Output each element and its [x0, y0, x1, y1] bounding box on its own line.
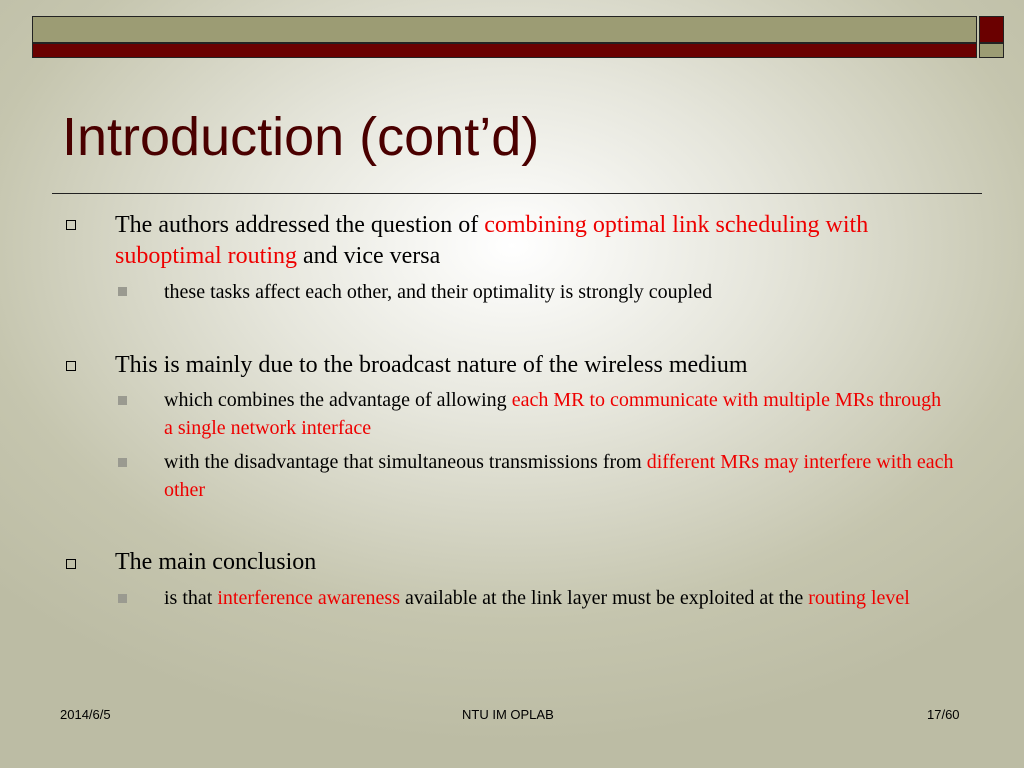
sub-bullet-1-1-text: these tasks affect each other, and their optimality is strongly coupled: [164, 281, 713, 303]
sub-bullet-2-2-highlight: different MRs may interfere with each other: [164, 451, 954, 501]
sub-bullet-3-1: [164, 584, 954, 612]
filled-square-bullet-icon: [118, 287, 127, 296]
sub-bullet-2-1-text: which combines the advantage of allowing: [164, 389, 512, 411]
filled-square-bullet-icon: [118, 396, 127, 405]
footer-page-number: 17/60: [927, 707, 960, 722]
bullet-3: [115, 547, 965, 578]
footer-center: NTU IM OPLAB: [462, 707, 554, 722]
slide-title: Introduction (cont’d): [62, 107, 540, 167]
hollow-square-bullet-icon: [66, 361, 76, 371]
sub-bullet-3-1-highlight: interference awareness: [217, 587, 400, 609]
bullet-1-highlight: combining optimal link scheduling with suboptimal routing: [115, 212, 869, 269]
filled-square-bullet-icon: [118, 458, 127, 467]
filled-square-bullet-icon: [118, 594, 127, 603]
bullet-2-text: This is mainly due to the broadcast nature of the wireless medium: [115, 352, 748, 378]
hollow-square-bullet-icon: [66, 559, 76, 569]
footer-date: 2014/6/5: [60, 707, 111, 722]
sub-bullet-3-1-text: is that: [164, 587, 218, 609]
sub-bullet-3-1-text-mid: available at the link layer must be exploited at the: [400, 587, 809, 609]
bullet-2: [115, 350, 965, 381]
sub-bullet-2-2: [164, 448, 954, 504]
sub-bullet-2-1: [164, 386, 954, 442]
bullet-1-text: The authors addressed the question of: [115, 212, 485, 238]
bullet-1-text-end: and vice versa: [297, 243, 441, 269]
sub-bullet-2-2-text: with the disadvantage that simultaneous transmissions from: [164, 451, 647, 473]
hollow-square-bullet-icon: [66, 220, 76, 230]
sub-bullet-2-1-highlight: each MR to communicate with multiple MRs through a single network interface: [164, 389, 942, 439]
bullet-3-text: The main conclusion: [115, 549, 317, 575]
bullet-1: [115, 210, 965, 272]
sub-bullet-1-1: [164, 278, 954, 306]
sub-bullet-3-1-highlight-end: routing level: [808, 587, 910, 609]
